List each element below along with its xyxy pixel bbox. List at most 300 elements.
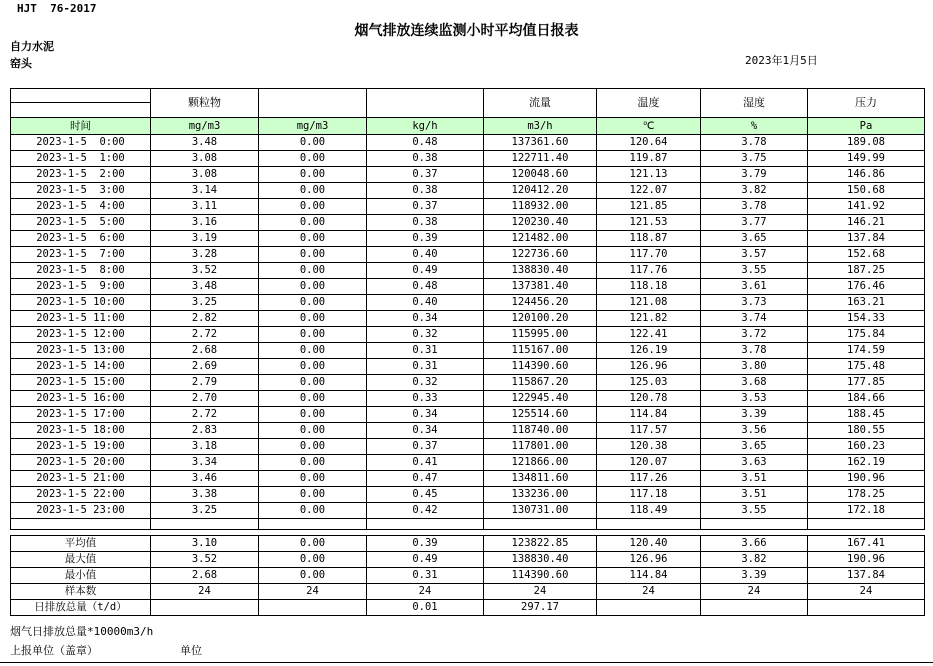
cell-humidity: 3.66 bbox=[701, 536, 808, 552]
cell-humidity: 3.57 bbox=[701, 247, 808, 263]
cell-flow: 115995.00 bbox=[484, 327, 597, 343]
cell-pm-kgh: 0.39 bbox=[367, 231, 484, 247]
cell-flow: 133236.00 bbox=[484, 487, 597, 503]
data-row bbox=[11, 215, 925, 231]
cell-time: 2023-1-5 7:00 bbox=[11, 247, 151, 263]
cell-time: 2023-1-5 14:00 bbox=[11, 359, 151, 375]
cell-flow: 117801.00 bbox=[484, 439, 597, 455]
cell-flow: 125514.60 bbox=[484, 407, 597, 423]
cell-time: 2023-1-5 17:00 bbox=[11, 407, 151, 423]
unit-header-cell: mg/m3 bbox=[259, 118, 367, 135]
cell-pm-kgh: 0.47 bbox=[367, 471, 484, 487]
cell-pm-mgm3: 3.48 bbox=[151, 279, 259, 295]
cell-pm-kgh: 0.34 bbox=[367, 423, 484, 439]
cell-pm-kgh: 0.48 bbox=[367, 279, 484, 295]
cell-flow: 118932.00 bbox=[484, 199, 597, 215]
data-row bbox=[11, 183, 925, 199]
data-row bbox=[11, 455, 925, 471]
cell-humidity: 3.74 bbox=[701, 311, 808, 327]
cell-pm2-mgm3: 0.00 bbox=[259, 183, 367, 199]
data-row bbox=[11, 167, 925, 183]
bottom-divider bbox=[0, 662, 933, 663]
cell-temperature: 24 bbox=[597, 584, 701, 600]
cell-time: 2023-1-5 18:00 bbox=[11, 423, 151, 439]
cell-flow: 120048.60 bbox=[484, 167, 597, 183]
empty-cell bbox=[597, 519, 701, 530]
cell-humidity: 3.56 bbox=[701, 423, 808, 439]
cell-pm-kgh: 0.42 bbox=[367, 503, 484, 519]
cell-pm-kgh: 0.49 bbox=[367, 263, 484, 279]
cell-pressure: 178.25 bbox=[808, 487, 925, 503]
cell-pm2-mgm3: 0.00 bbox=[259, 343, 367, 359]
cell-humidity: 3.51 bbox=[701, 487, 808, 503]
cell-temperature: 118.87 bbox=[597, 231, 701, 247]
footnote-flow-total: 烟气日排放总量*10000m3/h bbox=[10, 625, 154, 638]
cell-pm2-mgm3: 0.00 bbox=[259, 167, 367, 183]
cell-pm2-mgm3: 24 bbox=[259, 584, 367, 600]
data-row bbox=[11, 295, 925, 311]
cell-temperature: 120.64 bbox=[597, 135, 701, 151]
cell-humidity: 3.39 bbox=[701, 407, 808, 423]
cell-pressure: 190.96 bbox=[808, 552, 925, 568]
cell-flow: 122711.40 bbox=[484, 151, 597, 167]
cell-pm-mgm3: 3.25 bbox=[151, 503, 259, 519]
cell-pm-mgm3: 2.68 bbox=[151, 343, 259, 359]
cell-pm2-mgm3: 0.00 bbox=[259, 151, 367, 167]
cell-humidity: 3.82 bbox=[701, 183, 808, 199]
cell-temperature: 121.08 bbox=[597, 295, 701, 311]
cell-flow: 115167.00 bbox=[484, 343, 597, 359]
cell-pm2-mgm3: 0.00 bbox=[259, 391, 367, 407]
cell-humidity: 3.68 bbox=[701, 375, 808, 391]
cell-pm-mgm3: 3.48 bbox=[151, 135, 259, 151]
cell-humidity: 3.65 bbox=[701, 439, 808, 455]
data-row bbox=[11, 423, 925, 439]
data-row bbox=[11, 279, 925, 295]
cell-temperature: 117.76 bbox=[597, 263, 701, 279]
report-header bbox=[0, 0, 933, 88]
cell-pm2-mgm3: 0.00 bbox=[259, 455, 367, 471]
data-row bbox=[11, 487, 925, 503]
cell-humidity: 3.77 bbox=[701, 215, 808, 231]
cell-pm2-mgm3: 0.00 bbox=[259, 263, 367, 279]
cell-pressure: 160.23 bbox=[808, 439, 925, 455]
cell-pm-kgh: 0.37 bbox=[367, 199, 484, 215]
cell-flow: 120412.20 bbox=[484, 183, 597, 199]
cell-pm-kgh: 0.33 bbox=[367, 391, 484, 407]
cell-temperature: 121.82 bbox=[597, 311, 701, 327]
cell-pm-mgm3: 2.82 bbox=[151, 311, 259, 327]
cell-pressure: 175.48 bbox=[808, 359, 925, 375]
cell-pm2-mgm3: 0.00 bbox=[259, 327, 367, 343]
summary-label: 样本数 bbox=[11, 584, 151, 600]
cell-temperature: 117.70 bbox=[597, 247, 701, 263]
report-date: 2023年1月5日 bbox=[745, 54, 818, 67]
data-row bbox=[11, 359, 925, 375]
cell-pm-kgh: 0.37 bbox=[367, 167, 484, 183]
header-time-top bbox=[11, 89, 150, 103]
cell-pm-kgh: 0.41 bbox=[367, 455, 484, 471]
cell-pm2-mgm3: 0.00 bbox=[259, 359, 367, 375]
group-header-cell: 颗粒物 bbox=[151, 89, 259, 118]
cell-pm-mgm3: 3.34 bbox=[151, 455, 259, 471]
header-time-bottom bbox=[11, 103, 150, 117]
cell-temperature: 114.84 bbox=[597, 568, 701, 584]
cell-humidity: 3.51 bbox=[701, 471, 808, 487]
cell-pressure: 154.33 bbox=[808, 311, 925, 327]
cell-pressure: 167.41 bbox=[808, 536, 925, 552]
cell-pressure: 176.46 bbox=[808, 279, 925, 295]
cell-pm-kgh: 0.34 bbox=[367, 311, 484, 327]
cell-humidity: 3.78 bbox=[701, 135, 808, 151]
cell-humidity: 3.61 bbox=[701, 279, 808, 295]
cell-pressure: 180.55 bbox=[808, 423, 925, 439]
cell-pm-mgm3: 3.28 bbox=[151, 247, 259, 263]
cell-flow: 24 bbox=[484, 584, 597, 600]
data-row bbox=[11, 439, 925, 455]
cell-pm-mgm3: 3.18 bbox=[151, 439, 259, 455]
data-row bbox=[11, 263, 925, 279]
cell-humidity: 24 bbox=[701, 584, 808, 600]
cell-temperature: 122.07 bbox=[597, 183, 701, 199]
cell-pm-mgm3: 3.16 bbox=[151, 215, 259, 231]
cell-pressure: 177.85 bbox=[808, 375, 925, 391]
cell-humidity: 3.55 bbox=[701, 263, 808, 279]
empty-cell bbox=[367, 519, 484, 530]
cell-pm-mgm3: 3.38 bbox=[151, 487, 259, 503]
unit-header-cell: ℃ bbox=[597, 118, 701, 135]
cell-pressure: 141.92 bbox=[808, 199, 925, 215]
summary-row bbox=[11, 536, 925, 552]
cell-flow: 123822.85 bbox=[484, 536, 597, 552]
cell-pm2-mgm3: 0.00 bbox=[259, 375, 367, 391]
cell-humidity: 3.82 bbox=[701, 552, 808, 568]
cell-pm2-mgm3: 0.00 bbox=[259, 199, 367, 215]
cell-pm-kgh: 0.45 bbox=[367, 487, 484, 503]
cell-pm-mgm3: 2.70 bbox=[151, 391, 259, 407]
summary-row bbox=[11, 552, 925, 568]
cell-flow: 138830.40 bbox=[484, 552, 597, 568]
cell-pm-mgm3: 3.46 bbox=[151, 471, 259, 487]
cell-flow: 120230.40 bbox=[484, 215, 597, 231]
cell-pressure: 137.84 bbox=[808, 568, 925, 584]
data-row bbox=[11, 151, 925, 167]
cell-flow: 124456.20 bbox=[484, 295, 597, 311]
cell-flow: 114390.60 bbox=[484, 359, 597, 375]
cell-time: 2023-1-5 4:00 bbox=[11, 199, 151, 215]
cell-pm-kgh: 0.38 bbox=[367, 151, 484, 167]
cell-humidity: 3.72 bbox=[701, 327, 808, 343]
cell-time: 2023-1-5 9:00 bbox=[11, 279, 151, 295]
cell-pressure: 190.96 bbox=[808, 471, 925, 487]
data-row bbox=[11, 247, 925, 263]
cell-time: 2023-1-5 8:00 bbox=[11, 263, 151, 279]
cell-pressure: 187.25 bbox=[808, 263, 925, 279]
cell-pm-mgm3: 2.83 bbox=[151, 423, 259, 439]
cell-temperature: 120.40 bbox=[597, 536, 701, 552]
cell-pressure: 162.19 bbox=[808, 455, 925, 471]
cell-humidity: 3.39 bbox=[701, 568, 808, 584]
cell-flow: 122736.60 bbox=[484, 247, 597, 263]
cell-humidity: 3.75 bbox=[701, 151, 808, 167]
cell-pressure: 184.66 bbox=[808, 391, 925, 407]
cell-pm-mgm3: 3.10 bbox=[151, 536, 259, 552]
cell-pm-mgm3: 3.19 bbox=[151, 231, 259, 247]
cell-pm2-mgm3: 0.00 bbox=[259, 135, 367, 151]
summary-label: 平均值 bbox=[11, 536, 151, 552]
data-row bbox=[11, 311, 925, 327]
unit-label: 单位 bbox=[180, 644, 202, 657]
cell-pressure: 189.08 bbox=[808, 135, 925, 151]
cell-flow: 137361.60 bbox=[484, 135, 597, 151]
cell-pm2-mgm3: 0.00 bbox=[259, 295, 367, 311]
cell-pm2-mgm3: 0.00 bbox=[259, 423, 367, 439]
cell-pm2-mgm3: 0.00 bbox=[259, 471, 367, 487]
cell-humidity: 3.63 bbox=[701, 455, 808, 471]
cell-pressure: 146.21 bbox=[808, 215, 925, 231]
cell-pressure: 146.86 bbox=[808, 167, 925, 183]
data-row bbox=[11, 231, 925, 247]
cell-flow: 118740.00 bbox=[484, 423, 597, 439]
empty-cell bbox=[151, 519, 259, 530]
cell-pm-kgh: 0.01 bbox=[367, 600, 484, 616]
group-header-cell: 流量 bbox=[484, 89, 597, 118]
cell-time: 2023-1-5 5:00 bbox=[11, 215, 151, 231]
empty-cell bbox=[808, 519, 925, 530]
cell-pm2-mgm3: 0.00 bbox=[259, 407, 367, 423]
cell-humidity bbox=[701, 600, 808, 616]
cell-pm2-mgm3: 0.00 bbox=[259, 311, 367, 327]
cell-pm2-mgm3: 0.00 bbox=[259, 503, 367, 519]
cell-humidity: 3.53 bbox=[701, 391, 808, 407]
cell-flow: 134811.60 bbox=[484, 471, 597, 487]
cell-pm2-mgm3: 0.00 bbox=[259, 215, 367, 231]
cell-temperature: 122.41 bbox=[597, 327, 701, 343]
cell-pm-mgm3: 2.79 bbox=[151, 375, 259, 391]
summary-label: 最小值 bbox=[11, 568, 151, 584]
cell-time: 2023-1-5 23:00 bbox=[11, 503, 151, 519]
cell-temperature: 118.18 bbox=[597, 279, 701, 295]
cell-pm-mgm3: 3.11 bbox=[151, 199, 259, 215]
cell-time: 2023-1-5 2:00 bbox=[11, 167, 151, 183]
cell-pm-kgh: 24 bbox=[367, 584, 484, 600]
cell-pm-kgh: 0.31 bbox=[367, 343, 484, 359]
cell-humidity: 3.65 bbox=[701, 231, 808, 247]
cell-temperature: 118.49 bbox=[597, 503, 701, 519]
empty-cell bbox=[259, 519, 367, 530]
page-title: 烟气排放连续监测小时平均值日报表 bbox=[354, 23, 579, 39]
cell-pm-mgm3: 24 bbox=[151, 584, 259, 600]
cell-time: 2023-1-5 15:00 bbox=[11, 375, 151, 391]
cell-pm-kgh: 0.38 bbox=[367, 215, 484, 231]
group-header-cell: 湿度 bbox=[701, 89, 808, 118]
data-row bbox=[11, 391, 925, 407]
cell-pm-kgh: 0.49 bbox=[367, 552, 484, 568]
cell-time: 2023-1-5 10:00 bbox=[11, 295, 151, 311]
cell-temperature: 117.18 bbox=[597, 487, 701, 503]
cell-pressure: 152.68 bbox=[808, 247, 925, 263]
group-header-cell: 压力 bbox=[808, 89, 925, 118]
cell-pm-mgm3: 3.52 bbox=[151, 552, 259, 568]
cell-time: 2023-1-5 13:00 bbox=[11, 343, 151, 359]
cell-pm-kgh: 0.31 bbox=[367, 359, 484, 375]
cell-pm-mgm3: 3.14 bbox=[151, 183, 259, 199]
cell-temperature: 126.19 bbox=[597, 343, 701, 359]
cell-time: 2023-1-5 0:00 bbox=[11, 135, 151, 151]
unit-header-row bbox=[11, 118, 925, 135]
cell-pressure: 172.18 bbox=[808, 503, 925, 519]
cell-flow: 122945.40 bbox=[484, 391, 597, 407]
summary-row bbox=[11, 568, 925, 584]
cell-flow: 121866.00 bbox=[484, 455, 597, 471]
cell-humidity: 3.55 bbox=[701, 503, 808, 519]
cell-pm-kgh: 0.32 bbox=[367, 327, 484, 343]
cell-pm-kgh: 0.38 bbox=[367, 183, 484, 199]
cell-pm2-mgm3: 0.00 bbox=[259, 552, 367, 568]
cell-pm-kgh: 0.39 bbox=[367, 536, 484, 552]
standard-code: HJT 76-2017 bbox=[17, 2, 97, 15]
data-row bbox=[11, 375, 925, 391]
cell-pm-mgm3: 3.08 bbox=[151, 167, 259, 183]
cell-pm-kgh: 0.32 bbox=[367, 375, 484, 391]
summary-row bbox=[11, 600, 925, 616]
cell-flow: 121482.00 bbox=[484, 231, 597, 247]
cell-pm-mgm3: 2.68 bbox=[151, 568, 259, 584]
cell-pm-kgh: 0.40 bbox=[367, 295, 484, 311]
cell-time: 2023-1-5 21:00 bbox=[11, 471, 151, 487]
cell-pressure: 150.68 bbox=[808, 183, 925, 199]
cell-temperature: 114.84 bbox=[597, 407, 701, 423]
cell-pm-mgm3 bbox=[151, 600, 259, 616]
cell-temperature: 121.53 bbox=[597, 215, 701, 231]
cell-time: 2023-1-5 6:00 bbox=[11, 231, 151, 247]
cell-pm-mgm3: 3.52 bbox=[151, 263, 259, 279]
cell-temperature bbox=[597, 600, 701, 616]
cell-pm-kgh: 0.48 bbox=[367, 135, 484, 151]
cell-pm-kgh: 0.40 bbox=[367, 247, 484, 263]
unit-header-cell: mg/m3 bbox=[151, 118, 259, 135]
cell-flow: 130731.00 bbox=[484, 503, 597, 519]
empty-cell bbox=[701, 519, 808, 530]
cell-time: 2023-1-5 11:00 bbox=[11, 311, 151, 327]
cell-pm-mgm3: 2.72 bbox=[151, 327, 259, 343]
cell-pm2-mgm3: 0.00 bbox=[259, 487, 367, 503]
data-row bbox=[11, 343, 925, 359]
cell-pressure: 175.84 bbox=[808, 327, 925, 343]
cell-temperature: 126.96 bbox=[597, 359, 701, 375]
cell-pm2-mgm3: 0.00 bbox=[259, 536, 367, 552]
cell-pm2-mgm3: 0.00 bbox=[259, 439, 367, 455]
data-row bbox=[11, 199, 925, 215]
header-time-label: 时间 bbox=[11, 118, 151, 135]
unit-header-cell: kg/h bbox=[367, 118, 484, 135]
summary-label: 最大值 bbox=[11, 552, 151, 568]
station-name: 窑头 bbox=[10, 57, 32, 70]
data-row bbox=[11, 503, 925, 519]
cell-pressure bbox=[808, 600, 925, 616]
cell-temperature: 120.78 bbox=[597, 391, 701, 407]
group-header-cell: 温度 bbox=[597, 89, 701, 118]
report-unit-label: 上报单位（盖章） bbox=[10, 644, 98, 657]
cell-flow: 115867.20 bbox=[484, 375, 597, 391]
empty-cell bbox=[11, 519, 151, 530]
data-row bbox=[11, 407, 925, 423]
cell-time: 2023-1-5 12:00 bbox=[11, 327, 151, 343]
cell-temperature: 121.85 bbox=[597, 199, 701, 215]
cell-temperature: 121.13 bbox=[597, 167, 701, 183]
cell-temperature: 120.38 bbox=[597, 439, 701, 455]
cell-time: 2023-1-5 19:00 bbox=[11, 439, 151, 455]
unit-header-cell: m3/h bbox=[484, 118, 597, 135]
cell-pm-kgh: 0.37 bbox=[367, 439, 484, 455]
cell-pm2-mgm3 bbox=[259, 600, 367, 616]
cell-temperature: 120.07 bbox=[597, 455, 701, 471]
cell-temperature: 117.57 bbox=[597, 423, 701, 439]
cell-time: 2023-1-5 16:00 bbox=[11, 391, 151, 407]
cell-pm2-mgm3: 0.00 bbox=[259, 247, 367, 263]
summary-label: 日排放总量（t/d） bbox=[11, 600, 151, 616]
cell-humidity: 3.80 bbox=[701, 359, 808, 375]
cell-temperature: 125.03 bbox=[597, 375, 701, 391]
cell-temperature: 126.96 bbox=[597, 552, 701, 568]
empty-row bbox=[11, 519, 925, 530]
cell-pm-kgh: 0.34 bbox=[367, 407, 484, 423]
group-header-cell bbox=[259, 89, 367, 118]
header-time-cell bbox=[11, 89, 151, 118]
cell-pm2-mgm3: 0.00 bbox=[259, 568, 367, 584]
cell-pm-mgm3: 3.25 bbox=[151, 295, 259, 311]
data-row bbox=[11, 135, 925, 151]
measurement-table bbox=[10, 88, 925, 530]
cell-humidity: 3.79 bbox=[701, 167, 808, 183]
cell-time: 2023-1-5 1:00 bbox=[11, 151, 151, 167]
cell-pressure: 163.21 bbox=[808, 295, 925, 311]
cell-time: 2023-1-5 20:00 bbox=[11, 455, 151, 471]
cell-humidity: 3.78 bbox=[701, 199, 808, 215]
unit-header-cell: Pa bbox=[808, 118, 925, 135]
cell-pm-mgm3: 2.69 bbox=[151, 359, 259, 375]
cell-pm-mgm3: 3.08 bbox=[151, 151, 259, 167]
cell-humidity: 3.73 bbox=[701, 295, 808, 311]
cell-flow: 138830.40 bbox=[484, 263, 597, 279]
cell-temperature: 119.87 bbox=[597, 151, 701, 167]
cell-pm-mgm3: 2.72 bbox=[151, 407, 259, 423]
data-row bbox=[11, 327, 925, 343]
cell-time: 2023-1-5 3:00 bbox=[11, 183, 151, 199]
summary-row bbox=[11, 584, 925, 600]
cell-pm-kgh: 0.31 bbox=[367, 568, 484, 584]
cell-temperature: 117.26 bbox=[597, 471, 701, 487]
data-row bbox=[11, 471, 925, 487]
cell-pressure: 137.84 bbox=[808, 231, 925, 247]
group-header-row bbox=[11, 89, 925, 118]
group-header-cell bbox=[367, 89, 484, 118]
unit-header-cell: % bbox=[701, 118, 808, 135]
footnote-signoff bbox=[10, 642, 933, 656]
cell-pressure: 24 bbox=[808, 584, 925, 600]
cell-flow: 120100.20 bbox=[484, 311, 597, 327]
cell-flow: 114390.60 bbox=[484, 568, 597, 584]
cell-time: 2023-1-5 22:00 bbox=[11, 487, 151, 503]
company-name: 自力水泥 bbox=[10, 40, 54, 53]
summary-table bbox=[10, 535, 925, 616]
cell-pm2-mgm3: 0.00 bbox=[259, 231, 367, 247]
cell-flow: 137381.40 bbox=[484, 279, 597, 295]
cell-pm2-mgm3: 0.00 bbox=[259, 279, 367, 295]
empty-cell bbox=[484, 519, 597, 530]
cell-pressure: 174.59 bbox=[808, 343, 925, 359]
cell-humidity: 3.78 bbox=[701, 343, 808, 359]
